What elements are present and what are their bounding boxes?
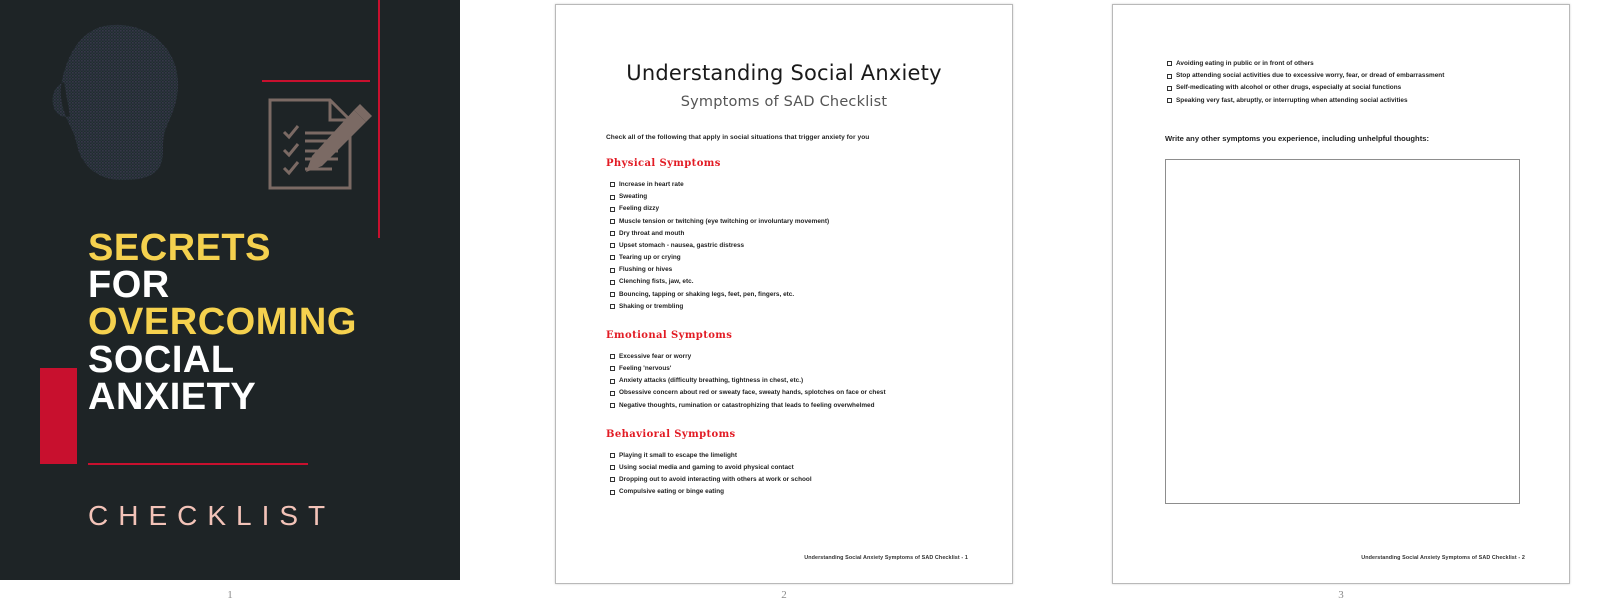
checkbox-icon[interactable]	[610, 292, 615, 297]
list-item[interactable]	[610, 240, 1012, 252]
list-item[interactable]	[610, 486, 1012, 498]
list-item[interactable]	[1167, 95, 1569, 107]
checklist-label: Compulsive eating or binge eating	[619, 488, 725, 496]
list-item[interactable]	[1167, 58, 1569, 70]
checkbox-icon[interactable]	[610, 379, 615, 384]
checkbox-icon[interactable]	[1167, 74, 1172, 79]
writein-textarea[interactable]	[1165, 159, 1520, 504]
checklist-label: Upset stomach - nausea, gastric distress	[619, 241, 745, 249]
checkbox-icon[interactable]	[610, 243, 615, 248]
checkbox-icon[interactable]	[1167, 98, 1172, 103]
checkbox-icon[interactable]	[610, 219, 615, 224]
cover-title-line-1: SECRETS	[88, 227, 271, 269]
page-footer: Understanding Social Anxiety Symptoms of SAD Checklist - 2	[1361, 555, 1525, 561]
list-item[interactable]	[610, 474, 1012, 486]
list-item[interactable]	[610, 375, 1012, 387]
checklist-emotional	[610, 351, 1012, 412]
checkbox-icon[interactable]	[610, 304, 615, 309]
cover-title-line-3: OVERCOMING	[88, 301, 357, 344]
cover-title-line-5: ANXIETY	[88, 375, 257, 418]
checklist-label: Bouncing, tapping or shaking legs, feet, pen, fingers, etc.	[619, 290, 795, 298]
checklist-label: Stop attending social activities due to excessive worry, fear, or dread of embarrassment	[1176, 72, 1445, 80]
checklist-behavioral	[610, 450, 1012, 499]
cover-title-line-2: FOR	[88, 264, 170, 307]
checklist-label: Sweating	[619, 193, 648, 201]
list-item[interactable]	[610, 264, 1012, 276]
checkbox-icon[interactable]	[1167, 61, 1172, 66]
checklist-label: Negative thoughts, rumination or catastrophizing that leads to feeling overwhelmed	[619, 401, 875, 409]
page-thumbnail-2[interactable]	[555, 4, 1013, 584]
checklist-label: Flushing or hives	[619, 266, 673, 274]
section-physical	[556, 158, 1012, 313]
list-item[interactable]	[610, 351, 1012, 363]
list-item[interactable]	[610, 301, 1012, 313]
list-item[interactable]	[1167, 70, 1569, 82]
checklist-label: Obsessive concern about red or sweaty face, sweaty hands, splotches on face or chest	[619, 389, 886, 397]
checklist-pencil-icon	[258, 88, 373, 200]
checklist-behavioral-continued	[1167, 58, 1569, 107]
cover-red-accent-block	[40, 368, 77, 464]
checkbox-icon[interactable]	[610, 182, 615, 187]
checklist-label: Anxiety attacks (difficulty breathing, tightness in chest, etc.)	[619, 377, 804, 385]
checkbox-icon[interactable]	[610, 490, 615, 495]
stipple-head-icon	[42, 18, 202, 208]
checkbox-icon[interactable]	[610, 354, 615, 359]
section-heading: Physical Symptoms	[606, 158, 721, 169]
list-item[interactable]	[610, 252, 1012, 264]
page-title: Understanding Social Anxiety	[626, 61, 942, 85]
checkbox-icon[interactable]	[610, 268, 615, 273]
checklist-label: Excessive fear or worry	[619, 352, 692, 360]
list-item[interactable]	[610, 276, 1012, 288]
page-footer: Understanding Social Anxiety Symptoms of SAD Checklist - 1	[804, 555, 968, 561]
list-item[interactable]	[610, 450, 1012, 462]
cover-horizontal-rule	[262, 80, 370, 82]
cover-title	[88, 227, 438, 418]
list-item[interactable]	[610, 191, 1012, 203]
checklist-label: Clenching fists, jaw, etc.	[619, 278, 694, 286]
checklist-label: Dry throat and mouth	[619, 229, 685, 237]
checklist-label: Shaking or trembling	[619, 302, 684, 310]
page-number-1: 1	[227, 589, 233, 601]
checkbox-icon[interactable]	[610, 255, 615, 260]
checkbox-icon[interactable]	[610, 207, 615, 212]
page-thumbnail-3[interactable]	[1112, 4, 1570, 584]
cover-title-line-4: SOCIAL	[88, 338, 235, 381]
checklist-label: Using social media and gaming to avoid physical contact	[619, 463, 794, 471]
checklist-label: Muscle tension or twitching (eye twitching or involuntary movement)	[619, 217, 830, 225]
checkbox-icon[interactable]	[610, 477, 615, 482]
list-item[interactable]	[610, 289, 1012, 301]
list-item[interactable]	[1167, 82, 1569, 94]
section-behavioral	[556, 429, 1012, 499]
checklist-label: Self-medicating with alcohol or other drugs, especially at social functions	[1176, 84, 1402, 92]
checklist-label: Increase in heart rate	[619, 181, 684, 188]
cover-divider-rule	[88, 463, 308, 465]
checkbox-icon[interactable]	[610, 280, 615, 285]
checklist-label: Playing it small to escape the limelight	[619, 451, 737, 459]
checklist-physical	[610, 179, 1012, 313]
page-number-2: 2	[781, 589, 787, 601]
section-heading: Emotional Symptoms	[606, 329, 733, 341]
checklist-label: Feeling 'nervous'	[619, 365, 672, 373]
checklist-label: Tearing up or crying	[619, 254, 681, 262]
checkbox-icon[interactable]	[610, 465, 615, 470]
list-item[interactable]	[610, 400, 1012, 412]
writein-prompt: Write any other symptoms you experience, including unhelpful thoughts:	[1165, 133, 1429, 143]
checklist-label: Dropping out to avoid interacting with others at work or school	[619, 476, 812, 484]
section-emotional	[556, 330, 1012, 412]
list-item[interactable]	[610, 203, 1012, 215]
page-thumbnail-1[interactable]	[0, 0, 460, 580]
checkbox-icon[interactable]	[610, 366, 615, 371]
section-heading: Behavioral Symptoms	[606, 428, 736, 440]
list-item[interactable]	[610, 387, 1012, 399]
checklist-label: Feeling dizzy	[619, 205, 660, 213]
page-number-3: 3	[1338, 589, 1344, 601]
cover-vertical-rule	[378, 0, 380, 238]
list-item[interactable]	[610, 228, 1012, 240]
cover-subtitle: CHECKLIST	[88, 500, 336, 531]
checkbox-icon[interactable]	[610, 195, 615, 200]
list-item[interactable]	[610, 363, 1012, 375]
page-subtitle: Symptoms of SAD Checklist	[680, 94, 888, 110]
checkbox-icon[interactable]	[610, 453, 615, 458]
checkbox-icon[interactable]	[1167, 86, 1172, 91]
checklist-label: Speaking very fast, abruptly, or interrupting when attending social activities	[1176, 96, 1408, 104]
checkbox-icon[interactable]	[610, 403, 615, 408]
checklist-label: Avoiding eating in public or in front of others	[1176, 60, 1314, 67]
list-item[interactable]	[610, 462, 1012, 474]
checkbox-icon[interactable]	[610, 231, 615, 236]
list-item[interactable]	[610, 216, 1012, 228]
checkbox-icon[interactable]	[610, 391, 615, 396]
intro-instruction: Check all of the following that apply in social situations that trigger anxiety for you	[606, 134, 870, 141]
list-item[interactable]	[610, 179, 1012, 191]
